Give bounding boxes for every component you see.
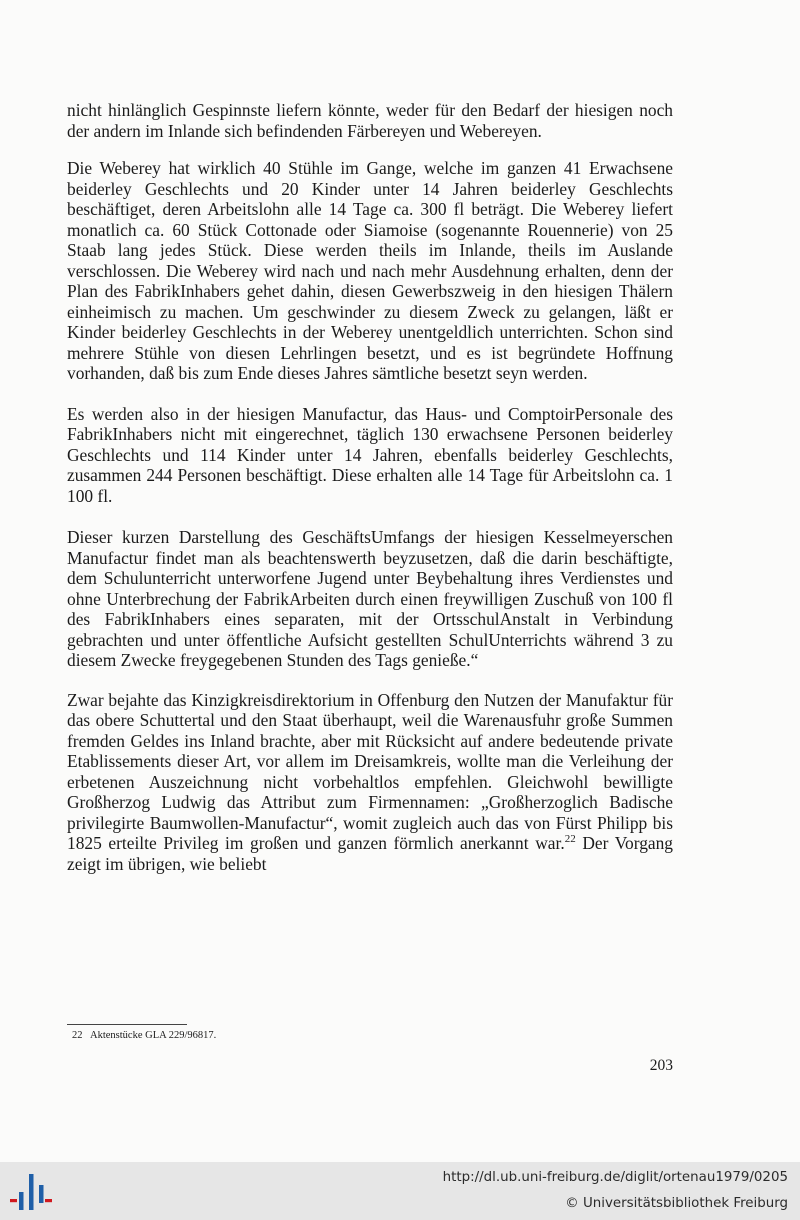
footnote-number: 22 (72, 1030, 83, 1041)
footnote (72, 1029, 216, 1042)
paragraph-5-tail: Der Vorgang zeigt im übrigen, wie beliebt (67, 833, 673, 874)
paragraph-5-text: Zwar bejahte das Kinzigkreisdirektorium in Offenburg den Nutzen der Manufaktur für das obere Schuttertal und den Staat überhaupt, weil die Warenausfuhr große Summen fremden Geldes ins Inland brachte, aber mit Rücksicht auf andere bedeutende private Etablissements dieser Art, vor allem im Dreisamkreis, wollte man die Verleihung der erbetenen Auszeichnung nicht vorbehaltlos empfehlen. Gleichwohl bewilligte Großherzog Ludwig das Attribut zum Firmennamen: „Großherzoglich Badische privilegirte Baumwollen-Manufactur“, womit zugleich auch das von Fürst Philipp bis 1825 erteilte Privileg im großen und ganzen förmlich anerkannt war. (67, 689, 673, 853)
copyright-notice: © Universitätsbibliothek Freiburg (565, 1196, 788, 1211)
footnote-reference[interactable]: 22 (564, 833, 576, 846)
page-number: 203 (649, 1057, 673, 1074)
ub-freiburg-logo-icon[interactable] (10, 1172, 52, 1212)
paragraph-5 (67, 690, 673, 875)
paragraph-3: Es werden also in der hiesigen Manufactur, das Haus- und ComptoirPersonale des FabrikInhabers nicht mit eingerechnet, täglich 130 erwachsene Personen beiderley Geschlechts und 114 Kinder unter 14 Jahren, ebenfalls beiderley Geschlechts, zusammen 244 Personen beschäftigt. Diese erhalten alle 14 Tage für Arbeitslohn ca. 1 100 fl. (67, 403, 673, 506)
paragraph-2: Die Weberey hat wirklich 40 Stühle im Gange, welche im ganzen 41 Erwachsene beiderley Geschlechts und 20 Kinder unter 14 Jahren beiderley Geschlechts beschäftiget, deren Arbeitslohn alle 14 Tage ca. 300 fl beträgt. Die Weberey liefert monatlich ca. 60 Stück Cottonade oder Siamoise (sogenannte Rouennerie) von 25 Staab lang jedes Stück. Diese werden theils im Inlande, theils im Auslande verschlossen. Die Weberey wird nach und nach mehr Ausdehnung erhalten, denn der Plan des FabrikInhabers gehet dahin, diesen Gewerbszweig in den hiesigen Thälern einheimisch zu machen. Um geschwinder zu diesem Zweck zu gelangen, läßt er Kinder beiderley Geschlechts in der Weberey unentgeldlich unterrichten. Schon sind mehrere Stühle von diesen Lehrlingen besetzt, und es ist begründete Hoffnung vorhanden, daß bis zum Ende dieses Jahres sämtliche besetzt seyn werden. (67, 158, 673, 383)
footnote-text: Aktenstücke GLA 229/96817. (90, 1030, 217, 1041)
source-url-link[interactable]: http://dl.ub.uni-freiburg.de/diglit/ortenau1979/0205 (442, 1170, 788, 1185)
body-text (67, 100, 673, 874)
paragraph-4: Dieser kurzen Darstellung des GeschäftsUmfangs der hiesigen Kesselmeyerschen Manufactur findet man als beachtenswerth beyzusetzen, daß die darin beschäftigte, dem Schulunterricht unterworfene Jugend unter Beybehaltung ihres Verdienstes und ohne Unterbrechung der FabrikArbeiten durch einen freywilligen Zuschuß von 100 fl des FabrikInhabers eines separaten, mit der OrtsschulAnstalt in Verbindung gebrachten und unter öffentliche Aufsicht gestellten SchulUnterrichts während 3 zu diesem Zwecke freygegebenen Stunden des Tags genieße.“ (67, 527, 673, 670)
footnote-divider (67, 1024, 187, 1025)
paragraph-1: nicht hinlänglich Gespinnste liefern könnte, weder für den Bedarf der hiesigen noch der andern im Inlande sich befindenden Färbereyen und Webereyen. (67, 100, 673, 141)
